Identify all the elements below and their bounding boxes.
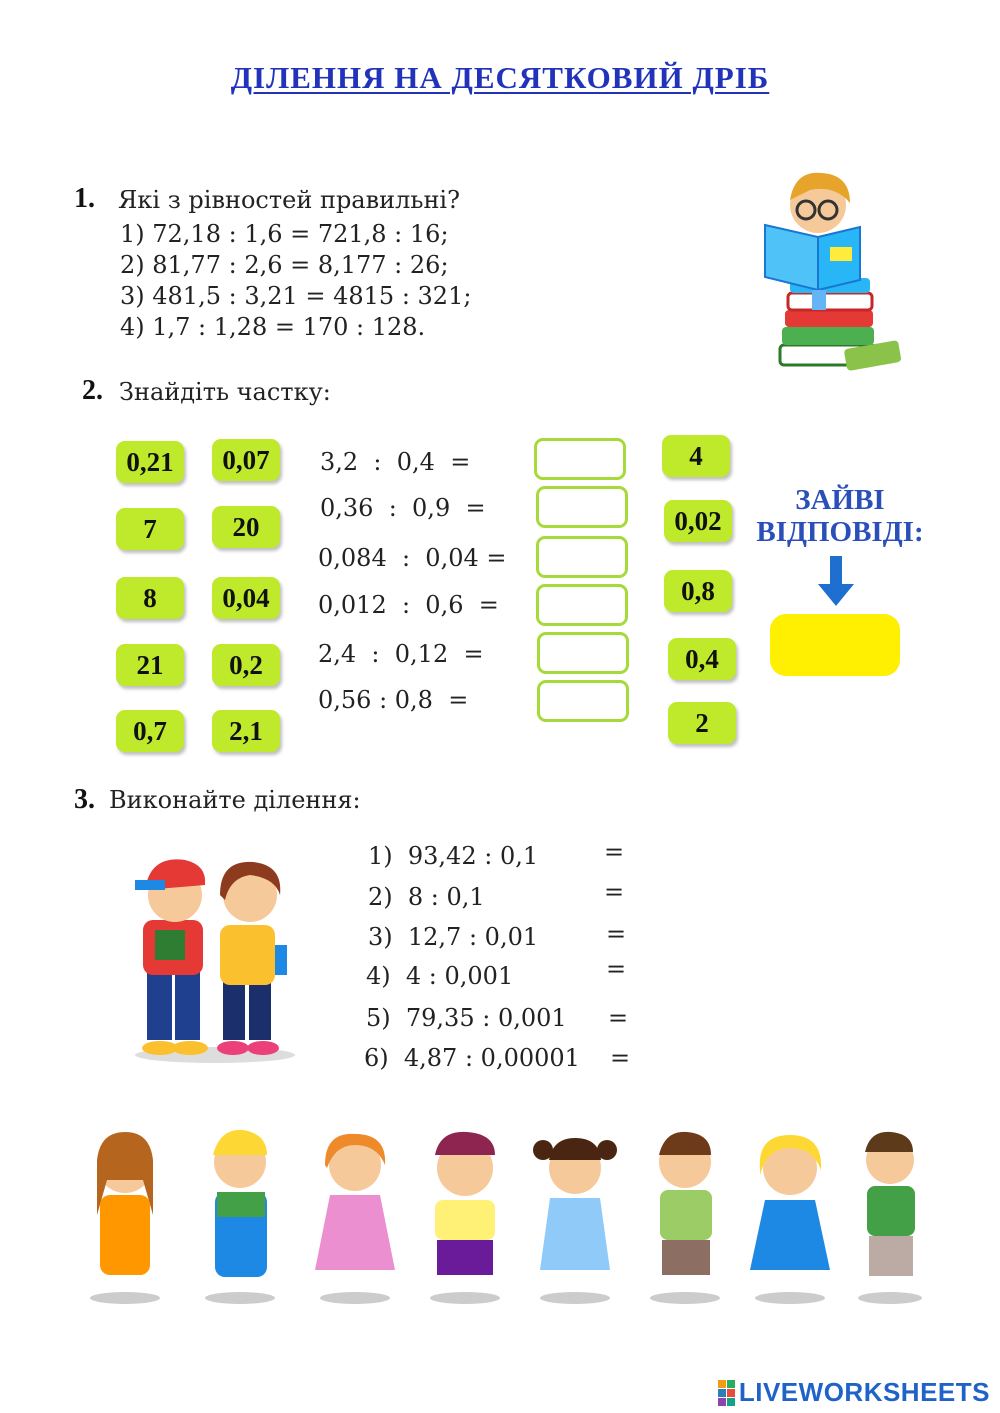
extra-answers-drop-box[interactable] — [770, 614, 900, 676]
answer-box-6[interactable] — [537, 680, 629, 722]
expression-5: 2,4 : 0,12 = — [318, 640, 484, 668]
left-option-0-04[interactable]: 0,04 — [212, 577, 280, 619]
right-option-0-8[interactable]: 0,8 — [664, 570, 732, 612]
extra-answers-label-line1: ЗАЙВІ — [795, 484, 885, 516]
boy-reading-illustration — [760, 165, 910, 385]
left-option-0-7[interactable]: 0,7 — [116, 710, 184, 752]
task3-item-6: 6) 4,87 : 0,00001 — [364, 1044, 580, 1072]
task1-item-4: 4) 1,7 : 1,28 = 170 : 128. — [120, 313, 426, 341]
child-2 — [205, 1130, 275, 1304]
task1-prompt: Які з рівностей правильні? — [118, 186, 460, 214]
liveworksheets-logo-text: LIVEWORKSHEETS — [738, 1377, 990, 1407]
liveworksheets-logo — [718, 1377, 990, 1408]
child-1 — [90, 1132, 160, 1304]
liveworksheets-logo-icon — [718, 1380, 735, 1406]
answer-box-1[interactable] — [534, 438, 626, 480]
task1-item-2: 2) 81,77 : 2,6 = 8,177 : 26; — [120, 251, 449, 279]
answer-box-5[interactable] — [537, 632, 629, 674]
child-5 — [533, 1138, 617, 1304]
left-option-8[interactable]: 8 — [116, 577, 184, 619]
two-kids-illustration — [125, 850, 300, 1065]
extra-answers-label-line2: ВІДПОВІДІ: — [756, 516, 924, 548]
right-option-0-02[interactable]: 0,02 — [664, 500, 732, 542]
extra-answers-label — [748, 484, 932, 548]
task3-equals-4: = — [606, 955, 627, 983]
child-7 — [750, 1135, 830, 1304]
task3-number: 3. — [74, 784, 95, 815]
child-8 — [858, 1132, 922, 1304]
task2-number: 2. — [82, 375, 103, 406]
task1-number: 1. — [74, 183, 95, 214]
task3-equals-3: = — [606, 920, 627, 948]
expression-3: 0,084 : 0,04 = — [318, 544, 507, 572]
left-option-0-21[interactable]: 0,21 — [116, 441, 184, 483]
left-option-21[interactable]: 21 — [116, 644, 184, 686]
task3-item-1: 1) 93,42 : 0,1 — [368, 842, 539, 870]
right-option-4[interactable]: 4 — [662, 435, 730, 477]
answer-box-2[interactable] — [536, 486, 628, 528]
task3-prompt: Виконайте ділення: — [109, 786, 361, 814]
left-option-20[interactable]: 20 — [212, 506, 280, 548]
page-title — [0, 60, 1000, 96]
task3-item-4: 4) 4 : 0,001 — [366, 962, 514, 990]
child-3 — [315, 1134, 395, 1304]
task3-item-3: 3) 12,7 : 0,01 — [368, 923, 539, 951]
page-title-text: ДІЛЕННЯ НА ДЕСЯТКОВИЙ ДРІБ — [230, 60, 770, 95]
answer-box-3[interactable] — [536, 536, 628, 578]
task1-item-1: 1) 72,18 : 1,6 = 721,8 : 16; — [120, 220, 449, 248]
left-option-0-07[interactable]: 0,07 — [212, 439, 280, 481]
task2-prompt: Знайдіть частку: — [119, 378, 331, 406]
task3-item-2: 2) 8 : 0,1 — [368, 883, 485, 911]
arrow-down-icon — [816, 556, 856, 608]
expression-4: 0,012 : 0,6 = — [318, 591, 499, 619]
task3-equals-1: = — [604, 838, 625, 866]
task1-item-3: 3) 481,5 : 3,21 = 4815 : 321; — [120, 282, 472, 310]
expression-2: 0,36 : 0,9 = — [320, 494, 486, 522]
task3-equals-5: = — [608, 1004, 629, 1032]
children-row-illustration — [55, 1120, 955, 1310]
right-option-2[interactable]: 2 — [668, 702, 736, 744]
task3-equals-2: = — [604, 878, 625, 906]
left-option-2-1[interactable]: 2,1 — [212, 710, 280, 752]
expression-1: 3,2 : 0,4 = — [320, 448, 471, 476]
left-option-7[interactable]: 7 — [116, 508, 184, 550]
child-6 — [650, 1132, 720, 1304]
right-option-0-4[interactable]: 0,4 — [668, 638, 736, 680]
task3-item-5: 5) 79,35 : 0,001 — [366, 1004, 567, 1032]
left-option-0-2[interactable]: 0,2 — [212, 644, 280, 686]
child-4 — [430, 1132, 500, 1304]
task3-equals-6: = — [610, 1044, 631, 1072]
expression-6: 0,56 : 0,8 = — [318, 686, 469, 714]
answer-box-4[interactable] — [536, 584, 628, 626]
